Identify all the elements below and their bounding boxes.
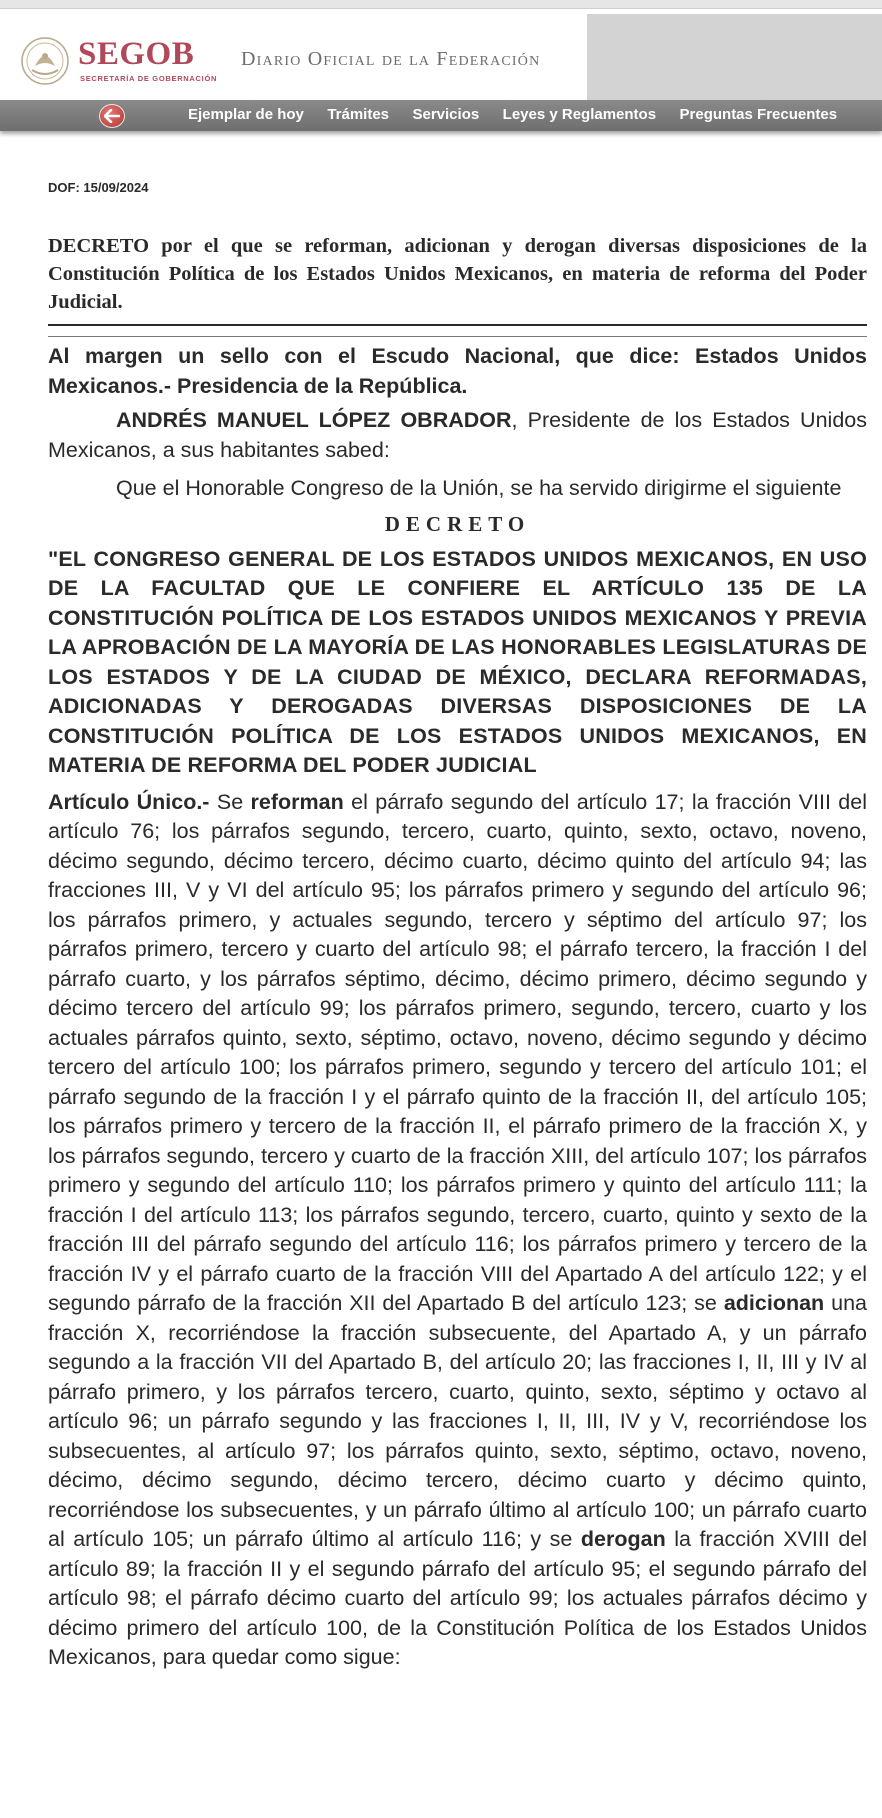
nav-preguntas-frecuentes[interactable]: Preguntas Frecuentes (679, 106, 838, 123)
publication-date: DOF: 15/09/2024 (48, 180, 149, 195)
president-paragraph (48, 406, 867, 465)
article-label: Artículo Único.- (48, 789, 210, 814)
nav-menu (188, 106, 856, 124)
nav-ejemplar-de-hoy[interactable]: Ejemplar de hoy (188, 106, 304, 123)
title-lead: DECRETO (48, 235, 150, 257)
header-banner-area (587, 14, 882, 100)
president-rest: , Presidente de los Estados Unidos Mexicanos, a sus habitantes sabed: (48, 408, 867, 462)
article-text-4: la fracción XVIII del artículo 89; la fracción II y el segundo párrafo del artículo 95; el segundo párrafo del artículo 98; el párrafo décimo cuarto del artículo 99; los actuales párrafos décimo y décimo primero del artículo 100, de la Constitución Política de los Estados Unidos Mexicanos, para quedar como sigue: (48, 1527, 868, 1669)
document-title (48, 232, 867, 316)
nav-tramites[interactable]: Trámites (327, 106, 390, 123)
congress-paragraph: Que el Honorable Congreso de la Unión, se ha servido dirigirme el siguiente (116, 476, 842, 500)
article-paragraph (48, 788, 867, 1673)
decreto-heading: DECRETO (384, 511, 531, 536)
keyword-reforman: reforman (250, 789, 344, 814)
title-divider-thin (48, 336, 867, 337)
article-text-2: el párrafo segundo del artículo 17; la fracción VIII del artículo 76; los párrafos segundo, tercero, cuarto, quinto, sexto, octavo, noveno, décimo segundo, décimo tercero, décimo cuarto, décimo quinto del artículo 94; las fracciones III, V y VI del artículo 95; los párrafos primero y segundo del artículo 96; los párrafos primero, y actuales segundo, tercero y séptimo del artículo 97; los párrafos primero, tercero y cuarto del artículo 98; el párrafo tercero, la fracción I del párrafo cuarto, y los párrafos séptimo, décimo, décimo primero, décimo segundo y décimo tercero del artículo 99; los párrafos primero, segundo, tercero, cuarto y los actuales párrafos quinto, sexto, séptimo, octavo, noveno, décimo segundo y décimo tercero del artículo 100; los párrafos primero, segundo y tercero del artículo 101; el párrafo segundo de la fracción I y el párrafo quinto de la fracción II, del artículo 105; los párrafos primero y tercero de la fracción II, el párrafo primero de la fracción X, y los párrafos segundo, tercero y cuarto de la fracción XIII, del artículo 107; los párrafos primero y segundo del artículo 110; los párrafos primero y quinto del artículo 111; la fracción I del artículo 113; los párrafos segundo, tercero, cuarto, quinto y sexto de la fracción III del párrafo segundo del artículo 116; los párrafos primero y tercero de la fracción IV y el párrafo cuarto de la fracción VIII del Apartado A del artículo 122; y el segundo párrafo de la fracción XII del Apartado B del artículo 123; se (48, 789, 867, 1315)
site-header (0, 14, 882, 100)
title-rest: por el que se reforman, adicionan y derogan diversas disposiciones de la Constitución Política de los Estados Unidos Mexicanos, en materia de reforma del Poder Judicial. (48, 235, 867, 313)
keyword-derogan: derogan (580, 1527, 666, 1551)
article-text-1: Se (209, 789, 251, 814)
keyword-adicionan: adicionan (723, 1291, 825, 1315)
document-body (48, 180, 867, 1673)
segob-logo-text[interactable]: SEGOB (78, 36, 195, 72)
top-border (0, 0, 882, 9)
nav-leyes-y-reglamentos[interactable]: Leyes y Reglamentos (502, 106, 657, 123)
back-button[interactable] (99, 104, 125, 128)
main-navbar (0, 100, 882, 131)
national-seal-icon (20, 36, 70, 86)
segob-subtitle: SECRETARÍA DE GOBERNACIÓN (80, 74, 218, 83)
president-name: ANDRÉS MANUEL LÓPEZ OBRADOR (116, 408, 512, 432)
congress-declaration: "EL CONGRESO GENERAL DE LOS ESTADOS UNIDOS MEXICANOS, EN USO DE LA FACULTAD QUE LE CONFIERE EL ARTÍCULO 135 DE LA CONSTITUCIÓN POLÍTICA DE LOS ESTADOS UNIDOS MEXICANOS Y PREVIA LA APROBACIÓN DE LA MAYORÍA DE LAS HONORABLES LEGISLATURAS DE LOS ESTADOS Y DE LA CIUDAD DE MÉXICO, DECLARA REFORMADAS, ADICIONADAS Y DEROGADAS DIVERSAS DISPOSICIONES DE LA CONSTITUCIÓN POLÍTICA DE LOS ESTADOS UNIDOS MEXICANOS, EN MATERIA DE REFORMA DEL PODER JUDICIAL (48, 546, 867, 777)
seal-note: Al margen un sello con el Escudo Nacional, que dice: Estados Unidos Mexicanos.- Presidencia de la República. (48, 344, 867, 398)
back-arrow-icon (104, 109, 120, 123)
title-divider-thick (48, 324, 867, 326)
nav-servicios[interactable]: Servicios (412, 106, 480, 123)
article-text-3: una fracción X, recorriéndose la fracción subsecuente, del Apartado A, y un párrafo segundo a la fracción VII del Apartado B, del artículo 20; las fracciones I, II, III y IV al párrafo primero, y los párrafos tercero, cuarto, quinto, sexto, séptimo y octavo al artículo 96; un párrafo segundo y las fracciones I, II, III, IV y V, recorriéndose los subsecuentes, al artículo 97; los párrafos quinto, sexto, séptimo, octavo, noveno, décimo, décimo segundo, décimo tercero, décimo cuarto y décimo quinto, recorriéndose los subsecuentes, y un párrafo último al artículo 100; un párrafo cuarto al artículo 105; un párrafo último al artículo 116; y se (48, 1291, 867, 1551)
site-title: Diario Oficial de la Federación (241, 48, 541, 70)
